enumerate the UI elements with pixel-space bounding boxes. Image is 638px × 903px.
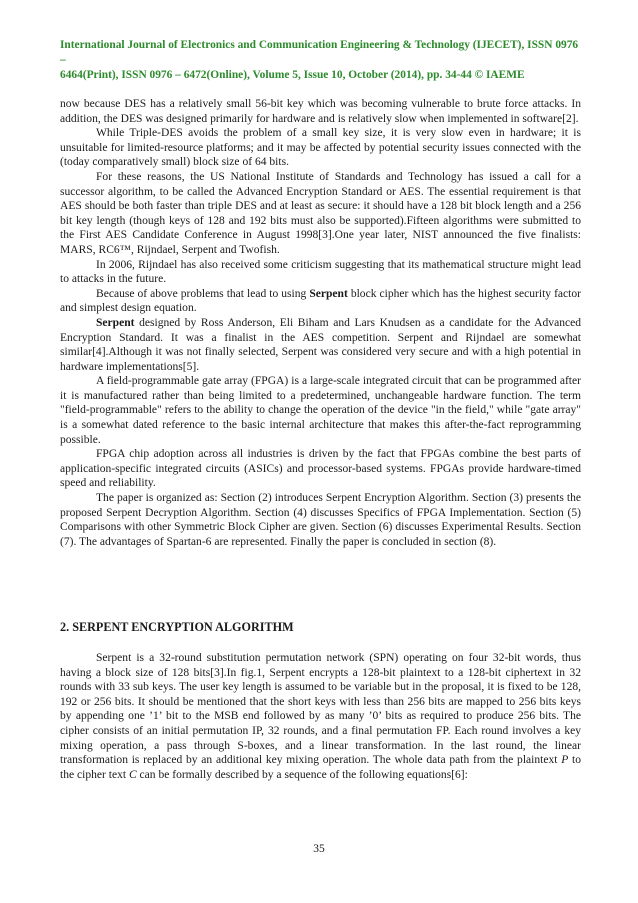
paragraph-des-weakness: now because DES has a relatively small 56-bit key which was becoming vulnerable to brute force attacks. In addition, the DES was designed primarily for hardware and is relatively slow when implemented in software[2].: [60, 98, 581, 125]
bold-serpent: Serpent: [96, 316, 135, 329]
body-text: [60, 97, 581, 549]
text-span: designed by Ross Anderson, Eli Biham and Lars Knudsen as a candidate for the Advanced Encryption Standard. It was a finalist in the AES competition. Serpent and Rijndael are somewhat similar[4].Although it was not finally selected, Serpent was considered very secure and with a high potential in hardware implementations[5].: [60, 316, 581, 373]
italic-c: C: [128, 768, 137, 781]
paragraph-aes-call: For these reasons, the US National Institute of Standards and Technology has issued a call for a successor algorithm, to be called the Advanced Encryption Standard or AES. The essential requirement is that AES should be both faster than triple DES and at least as secure: it should have a 128 bit block length and a 256 bit key length (though keys of 128 and 192 bits must also be supported).Fifteen algorithms were submitted to the First AES Candidate Conference in August 1998[3].One year later, NIST announced the five finalists: MARS, RC6™, Rijndael, Serpent and Twofish.: [60, 170, 581, 256]
page-number: 35: [313, 843, 325, 855]
bold-serpent: Serpent: [309, 287, 348, 300]
text-span: can be formally described by a sequence of the following equations[6]:: [136, 768, 468, 781]
text-span: Because of above problems that lead to using: [96, 287, 310, 300]
paragraph-serpent-design: [60, 316, 581, 374]
journal-header-line-1: International Journal of Electronics and Communication Engineering & Technology (IJECET), ISSN 0976 –: [60, 39, 579, 66]
text-span: to the cipher text: [60, 754, 581, 781]
section-heading: 2. SERPENT ENCRYPTION ALGORITHM: [60, 620, 294, 634]
italic-p: P: [561, 754, 569, 767]
paragraph-triple-des: While Triple-DES avoids the problem of a small key size, it is very slow even in hardware; it is unsuitable for limited-resource platforms; and it may be affected by potential security issues connected with the (today comparatively small) block size of 64 bits.: [60, 127, 581, 169]
paragraph-fpga-definition: A field-programmable gate array (FPGA) is a large-scale integrated circuit that can be programmed after it is manufactured rather than being limited to a predetermined, unchangeable hardware function. The term "field-programmable" refers to the ability to change the operation of the device "in the field," while "gate array" is a somewhat dated reference to the basic internal architecture that makes this after-the-fact reprogramming possible.: [60, 375, 581, 446]
paragraph-serpent-description: [60, 651, 581, 782]
paragraph-fpga-adoption: FPGA chip adoption across all industries is driven by the fact that FPGAs combine the best parts of application-specific integrated circuits (ASICs) and processor-based systems. FPGAs provide hardware-timed speed and reliability.: [60, 448, 581, 490]
journal-header: [60, 38, 580, 83]
paragraph-paper-organization: The paper is organized as: Section (2) introduces Serpent Encryption Algorithm. Section (3) presents the proposed Serpent Decryption Algorithm. Section (4) discusses Specifics of FPGA Implementation. Section (5) Comparisons with other Symmetric Block Cipher are given. Section (6) discusses Experimental Results. Section (7). The advantages of Spartan-6 are represented. Finally the paper is concluded in section (8).: [60, 492, 581, 548]
journal-header-line-2: 6464(Print), ISSN 0976 – 6472(Online), Volume 5, Issue 10, October (2014), pp. 34-44 © IAEME: [60, 69, 525, 81]
section-body: [60, 651, 581, 782]
paragraph-rijndael-criticism: In 2006, Rijndael has also received some criticism suggesting that its mathematical structure might lead to attacks in the future.: [60, 258, 581, 286]
text-span: Serpent is a 32-round substitution permutation network (SPN) operating on four 32-bit words, thus having a block size of 128 bits[3].In fig.1, Serpent encrypts a 128-bit plaintext to a 128-bit ciphertext in 32 rounds with 33 sub keys. The user key length is assumed to be variable but in the proposal, it is fixed to be 128, 192 or 256 bits. It should be mentioned that the short keys with less than 256 bits are mapped to 256 bits keys by appending one ’1’ bit to the MSB end followed by as many ’0’ bits as required to produce 256 bits. The cipher consists of an initial permutation IP, 32 rounds, and a final permutation FP. Each round involves a key mixing operation, a pass through S-boxes, and a linear transformation. In the last round, the linear transformation is replaced by an additional key mixing operation. The whole data path from the plaintext: [60, 652, 581, 767]
text-span: block cipher which has the highest security factor and simplest design equation.: [60, 287, 581, 315]
paragraph-serpent-choice: [60, 287, 581, 316]
